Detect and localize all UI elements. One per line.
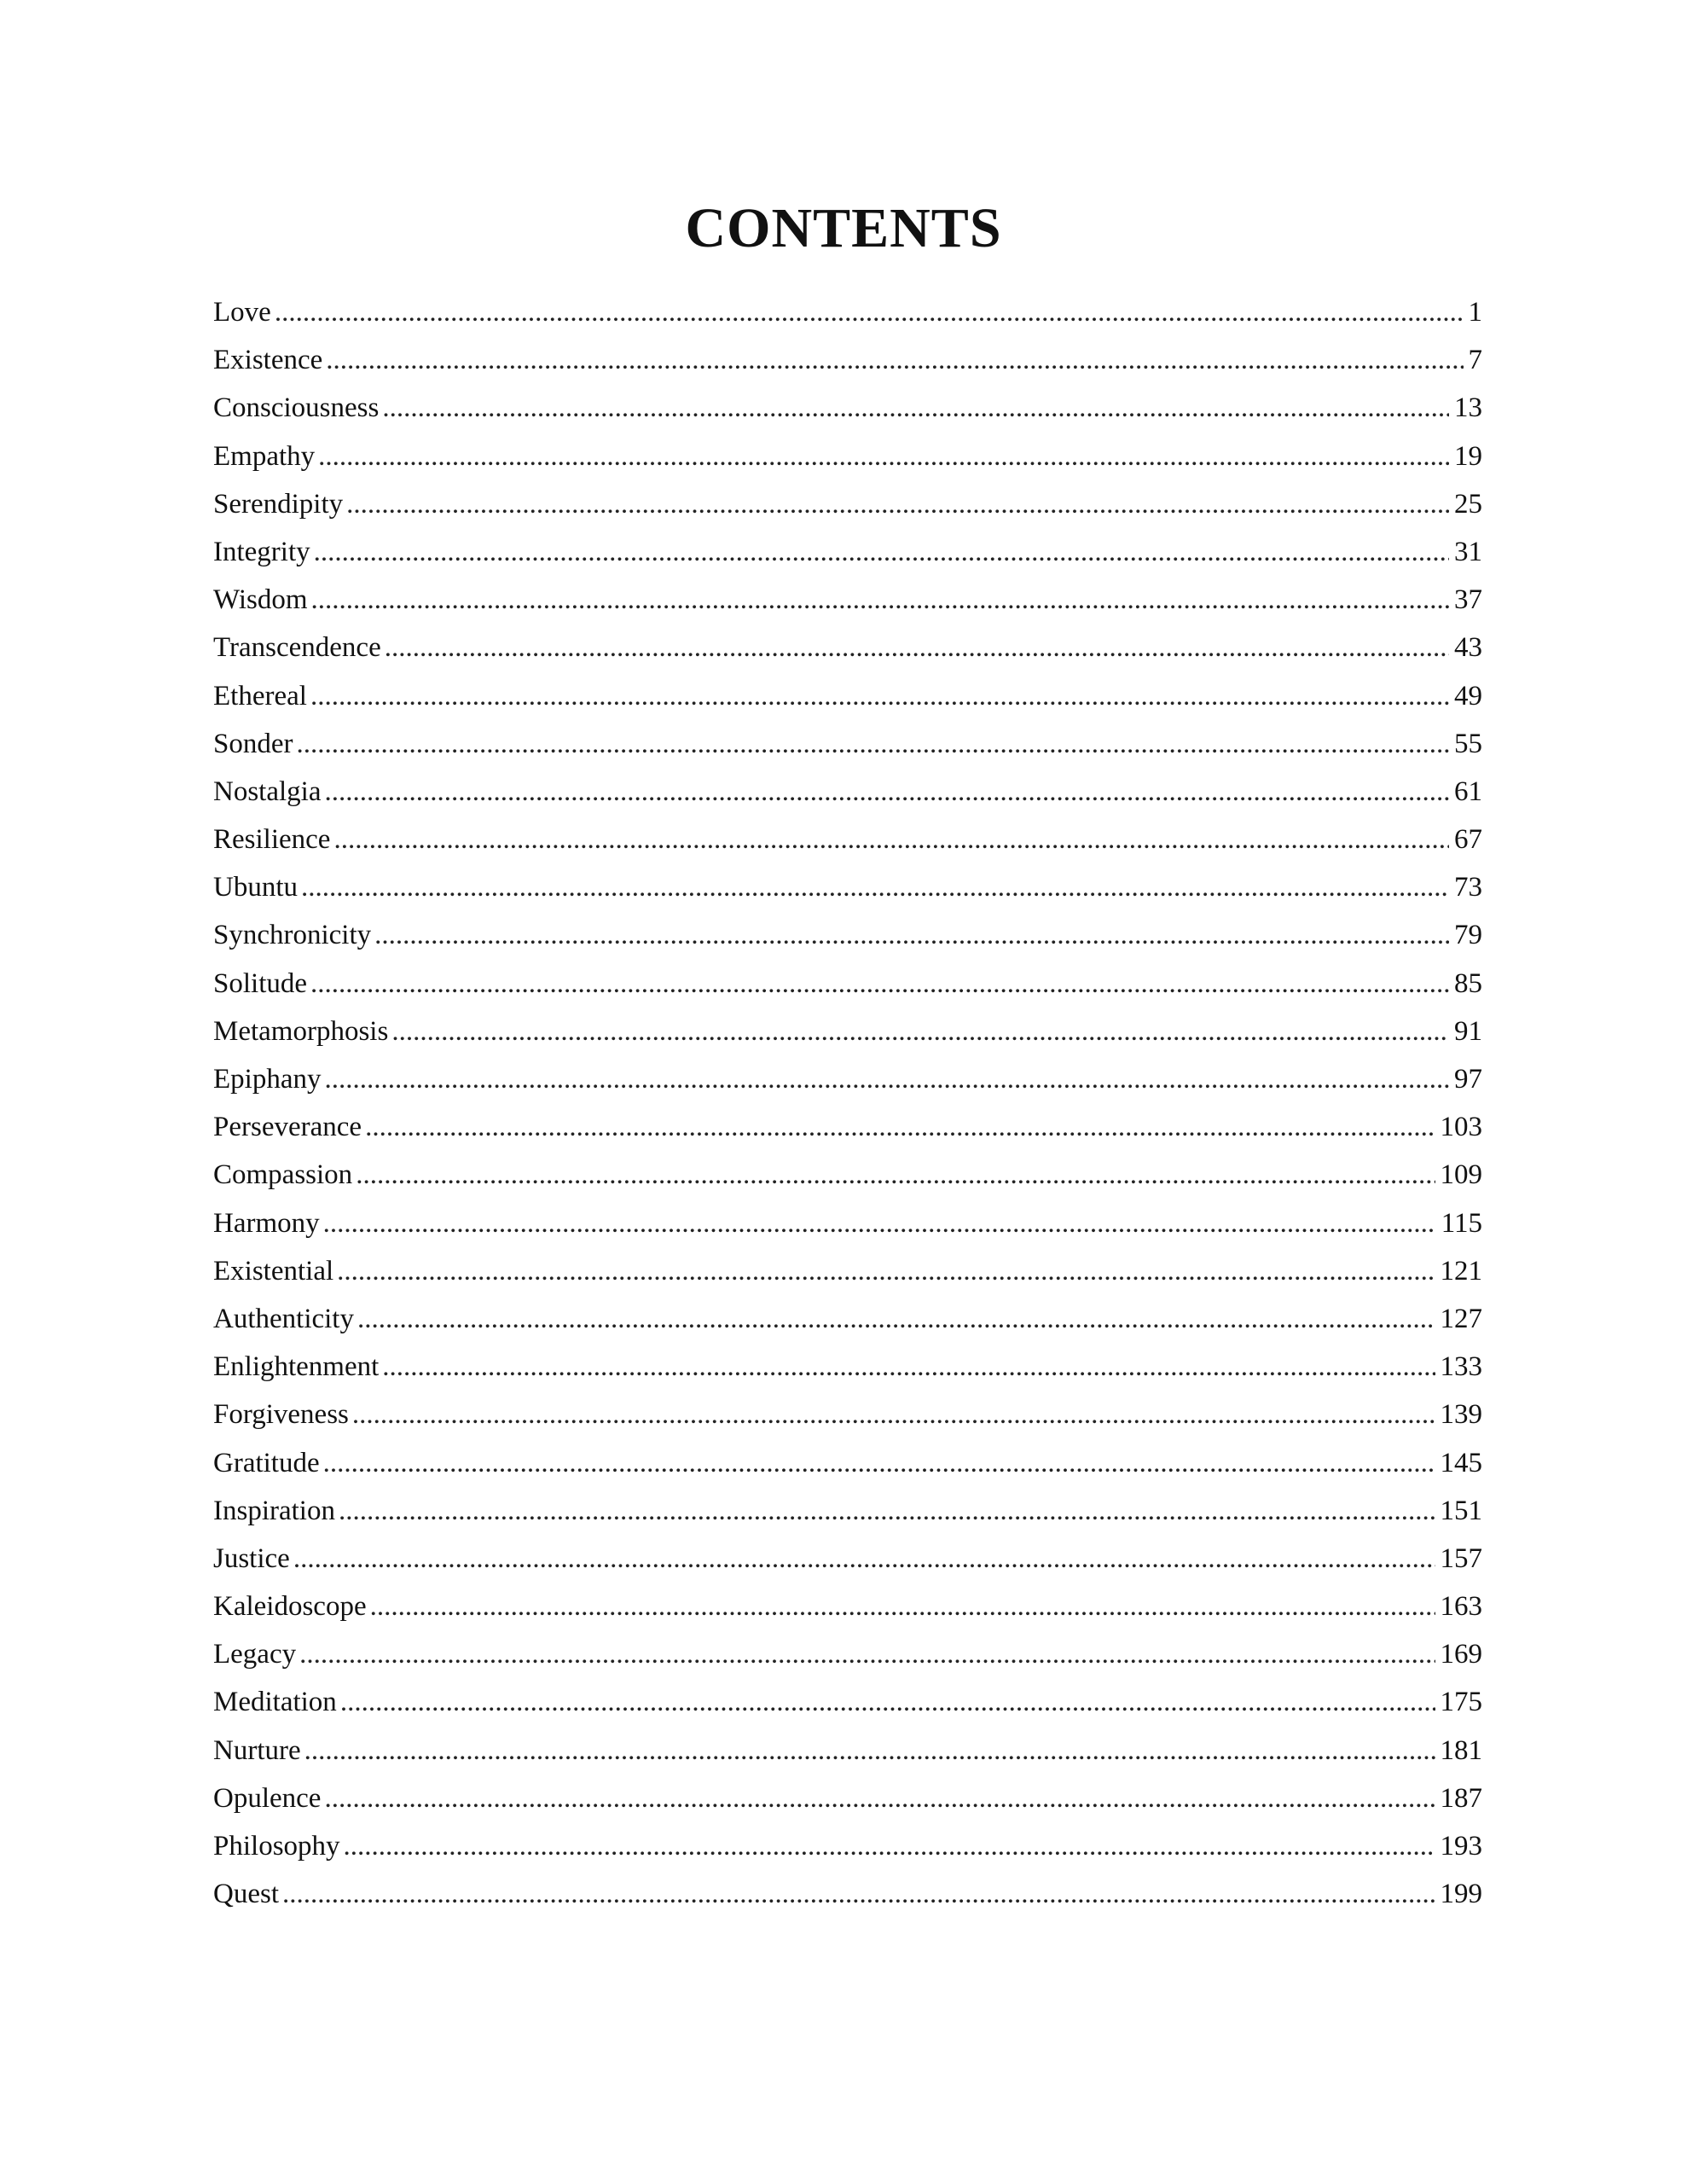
toc-entry-page-number: 25 bbox=[1454, 488, 1482, 520]
dot-leader bbox=[310, 960, 1449, 1008]
dot-leader bbox=[275, 288, 1464, 336]
dot-leader bbox=[326, 336, 1463, 384]
dot-leader bbox=[391, 1008, 1449, 1055]
dot-leader bbox=[357, 1295, 1435, 1343]
toc-entry[interactable] bbox=[213, 480, 1482, 528]
toc-entry-page-number: 109 bbox=[1440, 1159, 1482, 1191]
toc-entry-page-number: 85 bbox=[1454, 967, 1482, 999]
toc-entry-page-number: 19 bbox=[1454, 440, 1482, 472]
toc-entry-page-number: 73 bbox=[1454, 872, 1482, 903]
toc-entry[interactable] bbox=[213, 1727, 1482, 1774]
dot-leader bbox=[346, 480, 1449, 528]
toc-entry-title: Epiphany bbox=[213, 1064, 322, 1095]
toc-entry-title: Serendipity bbox=[213, 488, 344, 520]
toc-entry-title: Love bbox=[213, 297, 271, 328]
toc-entry-title: Authenticity bbox=[213, 1303, 354, 1334]
toc-entry[interactable] bbox=[213, 816, 1482, 863]
toc-entry-title: Forgiveness bbox=[213, 1399, 349, 1431]
toc-entry-title: Kaleidoscope bbox=[213, 1591, 367, 1623]
toc-entry-page-number: 55 bbox=[1454, 728, 1482, 759]
toc-entry-title: Legacy bbox=[213, 1639, 297, 1670]
toc-entry-title: Meditation bbox=[213, 1687, 337, 1718]
toc-entry[interactable] bbox=[213, 1103, 1482, 1151]
toc-entry[interactable] bbox=[213, 863, 1482, 911]
page-title: CONTENTS bbox=[685, 197, 1002, 259]
dot-leader bbox=[374, 911, 1449, 959]
dot-leader bbox=[282, 1870, 1435, 1918]
dot-leader bbox=[318, 433, 1449, 480]
toc-entry-page-number: 187 bbox=[1440, 1782, 1482, 1814]
toc-entry[interactable] bbox=[213, 433, 1482, 480]
dot-leader bbox=[340, 1678, 1435, 1726]
toc-entry[interactable] bbox=[213, 1487, 1482, 1535]
toc-entry-title: Inspiration bbox=[213, 1495, 335, 1526]
toc-entry-page-number: 79 bbox=[1454, 920, 1482, 951]
toc-entry-title: Nurture bbox=[213, 1734, 301, 1766]
toc-entry[interactable] bbox=[213, 1439, 1482, 1487]
toc-entry-title: Gratitude bbox=[213, 1447, 320, 1478]
toc-entry-page-number: 67 bbox=[1454, 824, 1482, 856]
toc-entry-title: Transcendence bbox=[213, 632, 381, 664]
dot-leader bbox=[333, 816, 1449, 863]
toc-entry-title: Existential bbox=[213, 1255, 334, 1287]
table-of-contents bbox=[213, 288, 1482, 1918]
toc-entry[interactable] bbox=[213, 1008, 1482, 1055]
dot-leader bbox=[299, 1630, 1435, 1678]
toc-entry[interactable] bbox=[213, 384, 1482, 432]
toc-entry-title: Resilience bbox=[213, 824, 331, 856]
toc-entry-page-number: 151 bbox=[1440, 1495, 1482, 1526]
toc-entry-title: Perseverance bbox=[213, 1112, 362, 1143]
toc-entry-page-number: 145 bbox=[1440, 1447, 1482, 1478]
toc-entry[interactable] bbox=[213, 1199, 1482, 1247]
dot-leader bbox=[370, 1583, 1435, 1630]
toc-entry[interactable] bbox=[213, 528, 1482, 576]
toc-entry[interactable] bbox=[213, 911, 1482, 959]
toc-entry-title: Existence bbox=[213, 345, 323, 376]
dot-leader bbox=[344, 1822, 1435, 1870]
toc-entry[interactable] bbox=[213, 288, 1482, 336]
dot-leader bbox=[385, 624, 1449, 671]
toc-entry-page-number: 37 bbox=[1454, 584, 1482, 616]
toc-entry-page-number: 49 bbox=[1454, 680, 1482, 712]
toc-entry-page-number: 103 bbox=[1440, 1112, 1482, 1143]
toc-entry[interactable] bbox=[213, 720, 1482, 768]
toc-entry-page-number: 181 bbox=[1440, 1734, 1482, 1766]
dot-leader bbox=[301, 863, 1449, 911]
toc-entry-page-number: 7 bbox=[1468, 345, 1482, 376]
toc-entry-title: Empathy bbox=[213, 440, 316, 472]
dot-leader bbox=[297, 720, 1450, 768]
toc-entry[interactable] bbox=[213, 576, 1482, 624]
toc-entry-page-number: 31 bbox=[1454, 536, 1482, 567]
toc-entry-page-number: 133 bbox=[1440, 1351, 1482, 1383]
toc-entry-page-number: 175 bbox=[1440, 1687, 1482, 1718]
toc-entry[interactable] bbox=[213, 1055, 1482, 1103]
dot-leader bbox=[304, 1727, 1435, 1774]
toc-entry-title: Philosophy bbox=[213, 1831, 340, 1862]
dot-leader bbox=[324, 1055, 1449, 1103]
toc-entry-title: Harmony bbox=[213, 1207, 320, 1239]
toc-entry[interactable] bbox=[213, 1774, 1482, 1822]
toc-entry-page-number: 97 bbox=[1454, 1064, 1482, 1095]
toc-entry-title: Nostalgia bbox=[213, 775, 322, 807]
toc-entry-page-number: 61 bbox=[1454, 775, 1482, 807]
toc-entry-title: Metamorphosis bbox=[213, 1015, 389, 1047]
toc-entry[interactable] bbox=[213, 1870, 1482, 1918]
dot-leader bbox=[339, 1487, 1435, 1535]
toc-entry-title: Compassion bbox=[213, 1159, 353, 1191]
toc-entry-title: Quest bbox=[213, 1879, 279, 1910]
dot-leader bbox=[324, 1774, 1435, 1822]
toc-entry[interactable] bbox=[213, 1247, 1482, 1295]
toc-entry[interactable] bbox=[213, 1391, 1482, 1438]
toc-entry-page-number: 121 bbox=[1440, 1255, 1482, 1287]
toc-entry-page-number: 91 bbox=[1454, 1015, 1482, 1047]
dot-leader bbox=[356, 1151, 1435, 1199]
dot-leader bbox=[293, 1535, 1435, 1583]
toc-entry[interactable] bbox=[213, 1151, 1482, 1199]
dot-leader bbox=[337, 1247, 1435, 1295]
dot-leader bbox=[311, 576, 1449, 624]
toc-entry[interactable] bbox=[213, 672, 1482, 720]
dot-leader bbox=[314, 528, 1449, 576]
dot-leader bbox=[324, 768, 1449, 816]
toc-entry-page-number: 139 bbox=[1440, 1399, 1482, 1431]
toc-entry-title: Ubuntu bbox=[213, 872, 298, 903]
dot-leader bbox=[382, 1343, 1435, 1391]
toc-entry-page-number: 157 bbox=[1440, 1542, 1482, 1574]
toc-entry-title: Ethereal bbox=[213, 680, 307, 712]
dot-leader bbox=[382, 384, 1449, 432]
toc-entry-page-number: 13 bbox=[1454, 392, 1482, 424]
dot-leader bbox=[310, 672, 1449, 720]
toc-entry[interactable] bbox=[213, 1678, 1482, 1726]
toc-entry[interactable] bbox=[213, 960, 1482, 1008]
dot-leader bbox=[323, 1439, 1435, 1487]
dot-leader bbox=[365, 1103, 1435, 1151]
toc-entry[interactable] bbox=[213, 768, 1482, 816]
toc-entry[interactable] bbox=[213, 1630, 1482, 1678]
toc-entry-page-number: 199 bbox=[1440, 1879, 1482, 1910]
toc-entry-title: Opulence bbox=[213, 1782, 322, 1814]
toc-entry-page-number: 169 bbox=[1440, 1639, 1482, 1670]
toc-entry[interactable] bbox=[213, 1535, 1482, 1583]
toc-entry[interactable] bbox=[213, 336, 1482, 384]
toc-entry-title: Justice bbox=[213, 1542, 290, 1574]
toc-entry-title: Synchronicity bbox=[213, 920, 372, 951]
toc-entry[interactable] bbox=[213, 1295, 1482, 1343]
toc-entry-page-number: 115 bbox=[1441, 1207, 1482, 1239]
toc-entry-page-number: 1 bbox=[1468, 297, 1482, 328]
toc-entry[interactable] bbox=[213, 624, 1482, 671]
toc-entry[interactable] bbox=[213, 1822, 1482, 1870]
toc-entry-title: Integrity bbox=[213, 536, 310, 567]
toc-entry-page-number: 127 bbox=[1440, 1303, 1482, 1334]
toc-entry-title: Sonder bbox=[213, 728, 293, 759]
toc-entry-page-number: 163 bbox=[1440, 1591, 1482, 1623]
toc-entry-title: Solitude bbox=[213, 967, 308, 999]
dot-leader bbox=[352, 1391, 1435, 1438]
toc-entry-title: Enlightenment bbox=[213, 1351, 380, 1383]
toc-entry-page-number: 43 bbox=[1454, 632, 1482, 664]
dot-leader bbox=[323, 1199, 1436, 1247]
toc-entry-title: Consciousness bbox=[213, 392, 380, 424]
toc-entry[interactable] bbox=[213, 1343, 1482, 1391]
toc-entry-page-number: 193 bbox=[1440, 1831, 1482, 1862]
toc-entry[interactable] bbox=[213, 1583, 1482, 1630]
toc-entry-title: Wisdom bbox=[213, 584, 308, 616]
